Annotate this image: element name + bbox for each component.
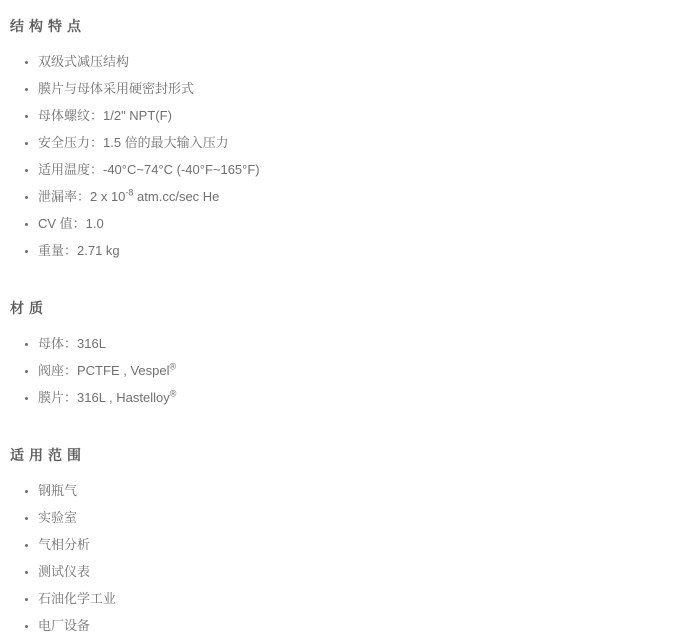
list-item-text: 石油化学工业 — [38, 591, 117, 606]
list-item — [38, 107, 663, 124]
list-item-text: 膜片与母体采用硬密封形式 — [38, 81, 195, 96]
spec-section — [10, 17, 663, 259]
list-item — [38, 389, 663, 406]
list-item — [38, 134, 663, 151]
list-item-text: 双级式减压结构 — [38, 54, 130, 69]
list-item-text: 气相分析 — [38, 537, 91, 552]
list-item-text: 电厂设备 — [38, 618, 91, 633]
list-item-text: 阀座：PCTFE , Vespel® — [38, 361, 177, 378]
list-item — [38, 536, 663, 553]
list-item-text: CV 值：1.0 — [38, 216, 104, 231]
list-item-text: 重量：2.71 kg — [38, 243, 120, 258]
list-item-text: 母体螺纹：1/2" NPT(F) — [38, 108, 172, 123]
section-heading: 材质 — [10, 300, 48, 316]
section-heading: 结构特点 — [10, 18, 86, 34]
list-item-text: 钢瓶气 — [38, 483, 78, 498]
list-item — [38, 335, 663, 352]
list-item — [38, 161, 663, 178]
list-item — [38, 53, 663, 70]
spec-section — [10, 446, 663, 634]
list-item-text: 泄漏率：2 x $10^{-8}$ atm.cc/sec He — [38, 187, 220, 204]
list-item-text: 实验室 — [38, 510, 78, 525]
spec-section — [10, 299, 663, 406]
list-item — [38, 590, 663, 607]
spec-list — [10, 335, 663, 406]
spec-list — [10, 53, 663, 259]
list-item — [38, 482, 663, 499]
list-item-text: 膜片：316L , Hastelloy® — [38, 388, 177, 405]
section-heading: 适用范围 — [10, 447, 86, 463]
list-item — [38, 563, 663, 580]
spec-document — [10, 17, 663, 634]
list-item — [38, 617, 663, 634]
list-item-text: 安全压力：1.5 倍的最大输入压力 — [38, 135, 229, 150]
list-item — [38, 80, 663, 97]
list-item — [38, 215, 663, 232]
list-item-text: 测试仪表 — [38, 564, 91, 579]
list-item — [38, 509, 663, 526]
list-item — [38, 188, 663, 205]
list-item — [38, 242, 663, 259]
list-item-text: 母体：316L — [38, 336, 106, 351]
list-item-text: 适用温度：-40°C~74°C (-40°F~165°F) — [38, 162, 260, 177]
spec-list — [10, 482, 663, 634]
list-item — [38, 362, 663, 379]
